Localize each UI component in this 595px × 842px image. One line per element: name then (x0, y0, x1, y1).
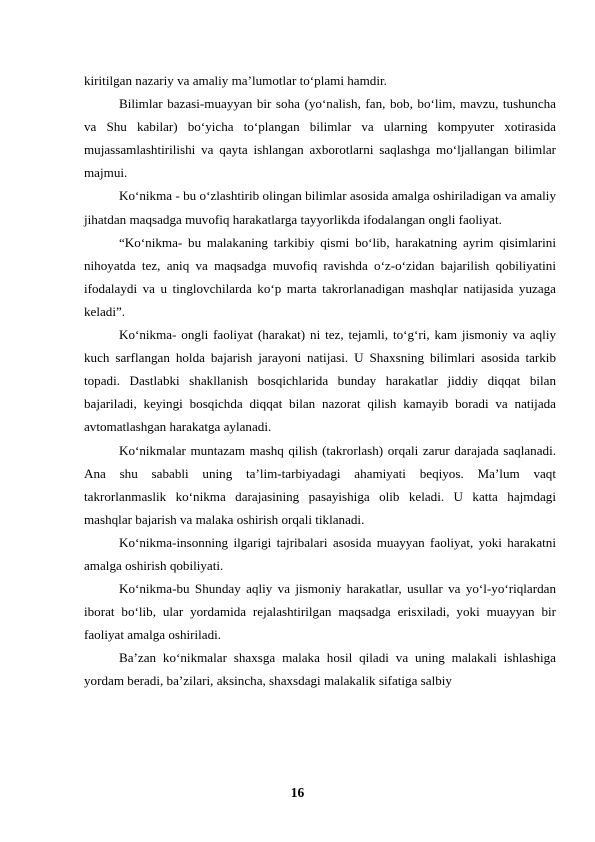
body-text (84, 69, 556, 693)
paragraph-konikma-actions: Ko‘nikma-bu Shunday aqliy va jismoniy harakatlar, usullar va yo‘l-yo‘riqlardan iborat bo‘lib, ular yordamida rejalashtirilgan maqsadga erisxiladi, yoki muayyan bir faoliyat amalga oshiriladi. (84, 581, 556, 643)
paragraph-konikma-definition: Ko‘nikma - bu o‘zlashtirib olingan bilimlar asosida amalga oshiriladigan va amaliy jihatdan maqsadga muvofiq harakatlarga tayyorlikda ifodalangan ongli faoliyat. (84, 188, 556, 227)
paragraph-konikmalar-practice: Ko‘nikmalar muntazam mashq qilish (takrorlash) orqali zarur darajada saqlanadi. Ana shu sababli uning ta’lim-tarbiyadagi ahamiyati beqiyos. Ma’lum vaqt takrorlanmaslik ko‘nikma darajasining pasayishiga olib keladi. U katta hajmdagi mashqlar bajarish va malaka oshirish orqali tiklanadi. (84, 442, 556, 527)
page-number: 16 (290, 785, 305, 800)
paragraph-continuation: kiritilgan nazariy va amaliy ma’lumotlar to‘plami hamdir. (84, 73, 387, 88)
paragraph-konikma-ability: Ko‘nikma-insonning ilgarigi tajribalari asosida muayyan faoliyat, yoki harakatni amalga oshirish qobiliyati. (84, 534, 556, 573)
paragraph-bazan: Ba’zan ko‘nikmalar shaxsga malaka hosil qiladi va uning malakali ishlashiga yordam beradi, ba’zilari, aksincha, shaxsdagi malakalik sifatiga salbiy (84, 650, 556, 689)
paragraph-bilimlar-bazasi: Bilimlar bazasi-muayyan bir soha (yo‘nalish, fan, bob, bo‘lim, mavzu, tushuncha va Shu kabilar) bo‘yicha to‘plangan bilimlar va ularning kompyuter xotirasida mujassamlashtirilishi va qayta ishlangan axborotlarni saqlashga mo‘ljallangan bilimlar majmui. (84, 96, 556, 181)
paragraph-konikma-quote: “Ko‘nikma- bu malakaning tarkibiy qismi bo‘lib, harakatning ayrim qisimlarini nihoyatda tez, aniq va maqsadga muvofiq ravishda o‘z-o‘zidan bajarilish qobiliyatini ifodalaydi va u tinglovchilarda ko‘p marta takrorlanadigan mashqlar natijasida yuzaga keladi”. (84, 234, 556, 319)
paragraph-konikma-process: Ko‘nikma- ongli faoliyat (harakat) ni tez, tejamli, to‘g‘ri, kam jismoniy va aqliy kuch sarflangan holda bajarish jarayoni natijasi. U Shaxsning bilimlari asosida tarkib topadi. Dastlabki shakllanish bosqichlarida bunday harakatlar jiddiy diqqat bilan bajariladi, keyingi bosqichda diqqat bilan nazorat qilish kamayib boradi va natijada avtomatlashgan harakatga aylanadi. (84, 327, 556, 435)
